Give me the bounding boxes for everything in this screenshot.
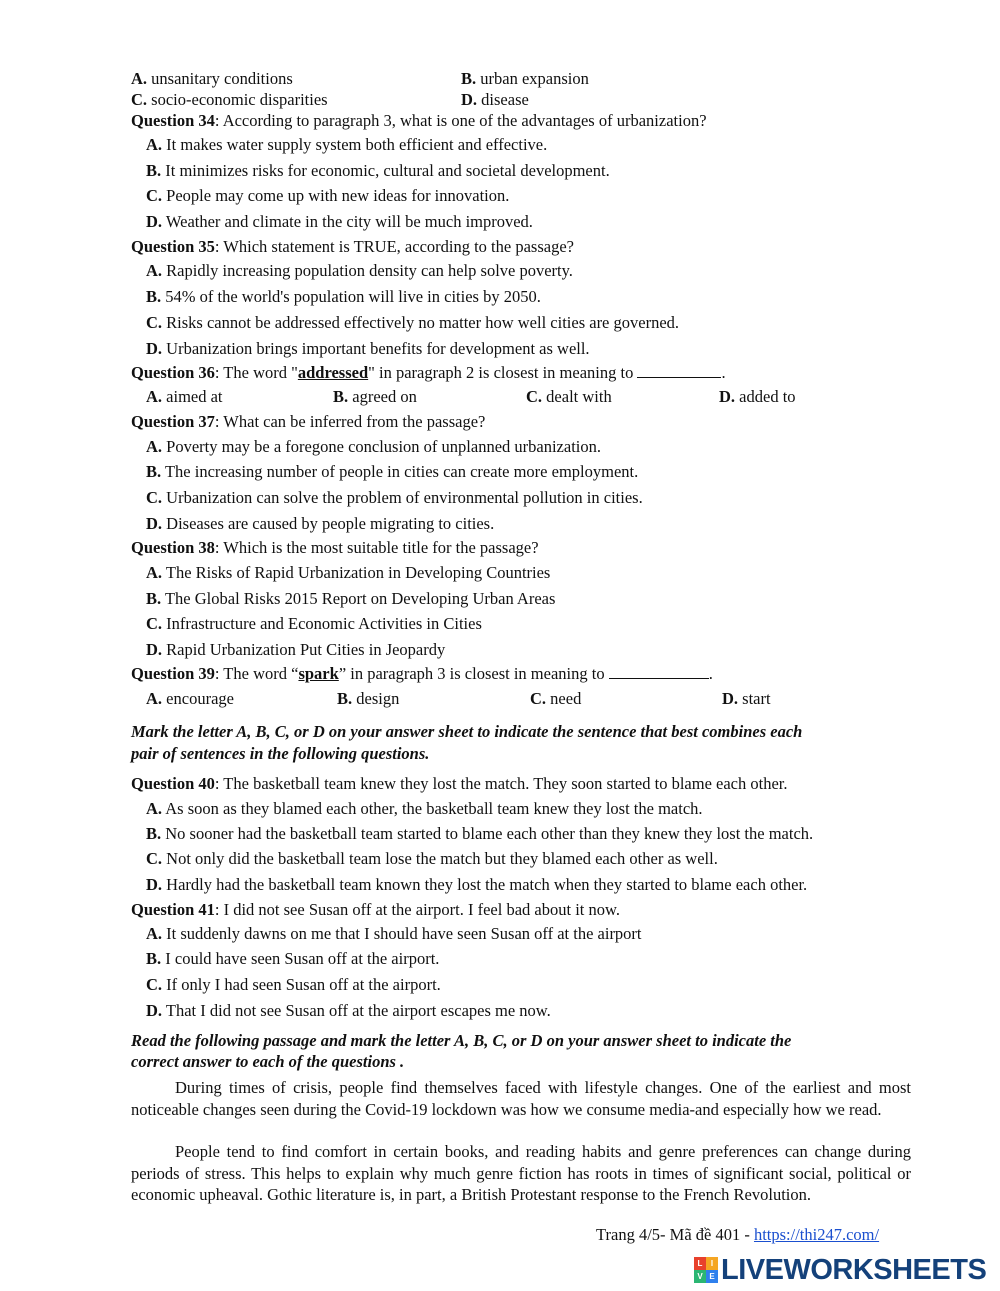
q40-option-b: B. No sooner had the basketball team started to blame each other than they knew they lost the match. <box>146 824 814 843</box>
instruction-combine-line2: pair of sentences in the following questions. <box>131 744 430 763</box>
q36-option-a: A. aimed at <box>146 387 223 406</box>
instruction-read-line2: correct answer to each of the questions . <box>131 1052 405 1071</box>
answer-blank <box>609 664 709 679</box>
q33-option-b: B. urban expansion <box>461 69 589 88</box>
liveworksheets-logo <box>694 1252 986 1288</box>
q35-option-c: C. Risks cannot be addressed effectively no matter how well cities are governed. <box>146 313 680 332</box>
q34-option-b: B. It minimizes risks for economic, cultural and societal development. <box>146 161 610 180</box>
q34-option-c: C. People may come up with new ideas for innovation. <box>146 186 510 205</box>
page-footer: Trang 4/5- Mã đề 401 - https://thi247.com/ <box>596 1225 880 1244</box>
liveworksheets-mark-icon: L I V E <box>694 1257 718 1283</box>
q33-option-a: A. unsanitary conditions <box>131 69 293 88</box>
instruction-read-line1: Read the following passage and mark the letter A, B, C, or D on your answer sheet to indicate the <box>131 1031 792 1050</box>
q41-option-b: B. I could have seen Susan off at the airport. <box>146 949 440 968</box>
question-35: Question 35: Which statement is TRUE, according to the passage? <box>131 237 574 256</box>
q37-option-d: D. Diseases are caused by people migrating to cities. <box>146 514 495 533</box>
q34-option-d: D. Weather and climate in the city will be much improved. <box>146 212 533 231</box>
footer-link[interactable]: https://thi247.com/ <box>753 1225 880 1244</box>
question-36: Question 36: The word "addressed" in paragraph 2 is closest in meaning to . <box>131 363 726 382</box>
q39-option-a: A. encourage <box>146 689 234 708</box>
liveworksheets-wordmark: LIVEWORKSHEETS <box>721 1253 987 1286</box>
q36-option-c: C. dealt with <box>526 387 612 406</box>
q36-option-b: B. agreed on <box>333 387 417 406</box>
q40-option-a: A. As soon as they blamed each other, the basketball team knew they lost the match. <box>146 799 703 818</box>
q39-keyword: spark <box>298 664 339 683</box>
question-41: Question 41: I did not see Susan off at the airport. I feel bad about it now. <box>131 900 620 919</box>
q38-option-a: A. The Risks of Rapid Urbanization in Developing Countries <box>146 563 551 582</box>
q37-option-a: A. Poverty may be a foregone conclusion of unplanned urbanization. <box>146 437 601 456</box>
q40-option-d: D. Hardly had the basketball team known they lost the match when they started to blame each other. <box>146 875 808 894</box>
q41-option-d: D. That I did not see Susan off at the airport escapes me now. <box>146 1001 551 1020</box>
q37-option-c: C. Urbanization can solve the problem of environmental pollution in cities. <box>146 488 643 507</box>
q35-option-d: D. Urbanization brings important benefits for development as well. <box>146 339 590 358</box>
q37-option-b: B. The increasing number of people in cities can create more employment. <box>146 462 639 481</box>
q33-option-d: D. disease <box>461 90 529 109</box>
q39-option-d: D. start <box>722 689 771 708</box>
q33-option-c: C. socio-economic disparities <box>131 90 328 109</box>
q41-option-c: C. If only I had seen Susan off at the airport. <box>146 975 441 994</box>
instruction-combine-line1: Mark the letter A, B, C, or D on your answer sheet to indicate the sentence that best combines each <box>131 722 803 741</box>
q39-option-c: C. need <box>530 689 582 708</box>
question-39: Question 39: The word “spark” in paragraph 3 is closest in meaning to . <box>131 664 713 683</box>
passage-paragraph-1: During times of crisis, people find themselves faced with lifestyle changes. One of the earliest and most noticeable changes seen during the Covid-19 lockdown was how we consume media-and especially how we read. <box>131 1078 911 1119</box>
answer-blank <box>637 363 721 378</box>
q39-option-b: B. design <box>337 689 400 708</box>
q40-option-c: C. Not only did the basketball team lose the match but they blamed each other as well. <box>146 849 718 868</box>
question-37: Question 37: What can be inferred from the passage? <box>131 412 486 431</box>
q38-option-c: C. Infrastructure and Economic Activities in Cities <box>146 614 482 633</box>
question-34: Question 34: According to paragraph 3, what is one of the advantages of urbanization? <box>131 111 707 130</box>
q41-option-a: A. It suddenly dawns on me that I should have seen Susan off at the airport <box>146 924 642 943</box>
q38-option-d: D. Rapid Urbanization Put Cities in Jeopardy <box>146 640 446 659</box>
q35-option-b: B. 54% of the world's population will live in cities by 2050. <box>146 287 541 306</box>
q35-option-a: A. Rapidly increasing population density can help solve poverty. <box>146 261 573 280</box>
q36-keyword: addressed <box>297 363 369 382</box>
q38-option-b: B. The Global Risks 2015 Report on Developing Urban Areas <box>146 589 556 608</box>
passage-paragraph-2: People tend to find comfort in certain books, and reading habits and genre preferences can change during periods of stress. This helps to explain why much genre fiction has roots in times of significant social, political or economic upheaval. Gothic literature is, in part, a British Protestant response to the French Revolution. <box>131 1142 911 1204</box>
question-40: Question 40: The basketball team knew they lost the match. They soon started to blame each other. <box>131 774 788 793</box>
q34-option-a: A. It makes water supply system both efficient and effective. <box>146 135 548 154</box>
question-38: Question 38: Which is the most suitable title for the passage? <box>131 538 539 557</box>
q36-option-d: D. added to <box>719 387 796 406</box>
